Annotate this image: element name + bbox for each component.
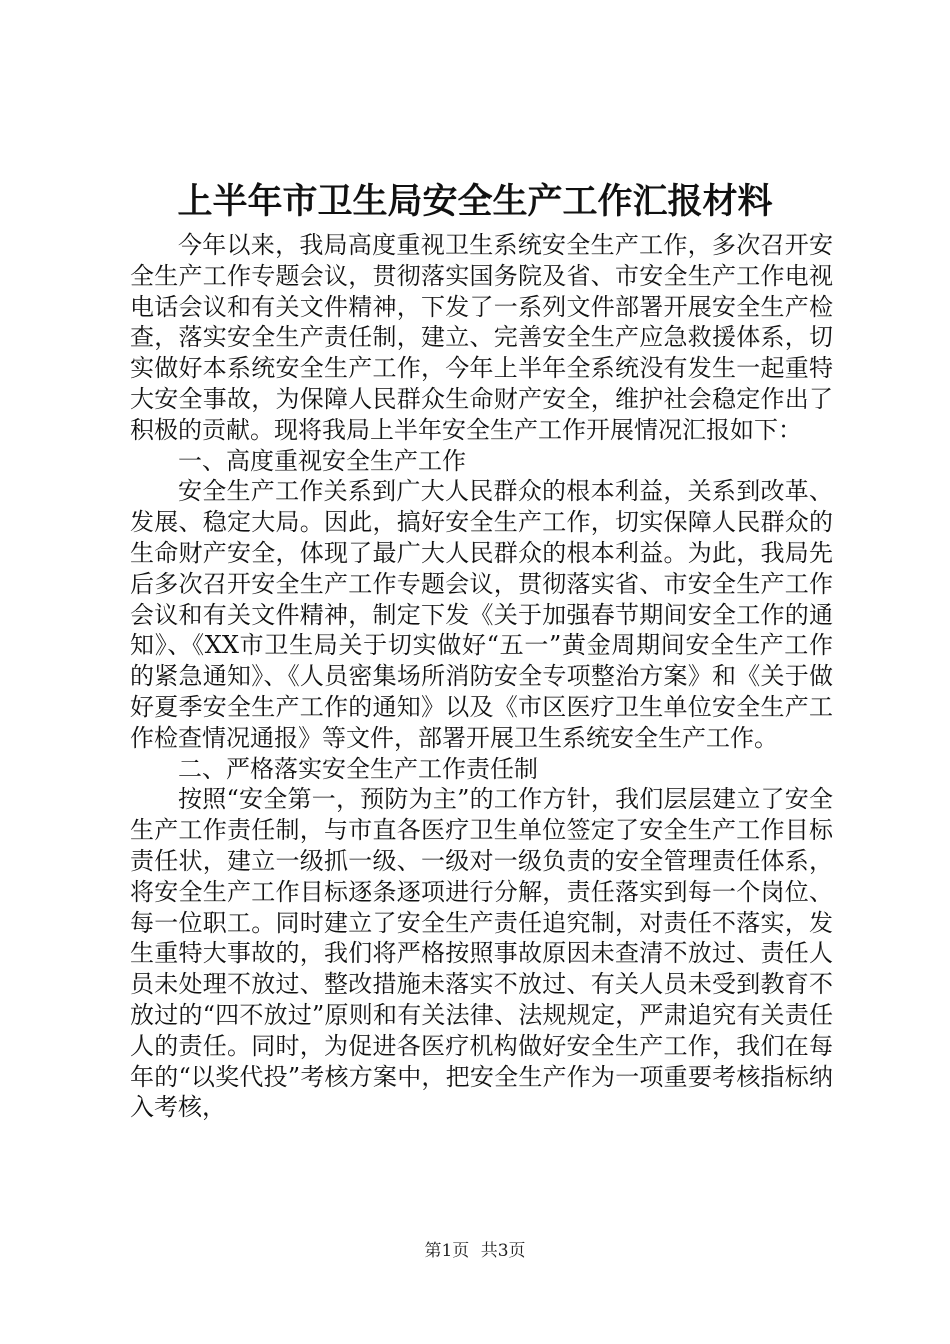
section-1-paragraph: 安全生产工作关系到广大人民群众的根本利益，关系到改革、发展、稳定大局。因此，搞好安全生产工作，切实保障人民群众的生命财产安全，体现了最广大人民群众的根本利益。为此，我局先后多次召开安全生产工作专题会议，贯彻落实省、市安全生产工作会议和有关文件精神，制定下发《关于加强春节期间安全工作的通知》、《XX市卫生局关于切实做好“五一”黄金周期间安全生产工作的紧急通知》、《人员密集场所消防安全专项整治方案》和《关于做好夏季安全生产工作的通知》以及《市区医疗卫生单位安全生产工作检查情况通报》等文件，部署开展卫生系统安全生产工作。 (130, 477, 833, 752)
document-body (130, 230, 833, 1123)
section-heading-2: 二、严格落实安全生产工作责任制 (178, 754, 538, 783)
page-footer (0, 1240, 950, 1262)
page-number: 第1页 (424, 1241, 470, 1261)
section-2-paragraph: 按照“安全第一，预防为主”的工作方针，我们层层建立了安全生产工作责任制，与市直各医疗卫生单位签定了安全生产工作目标责任状，建立一级抓一级、一级对一级负责的安全管理责任体系，将安全生产工作目标逐条逐项进行分解，责任落实到每一个岗位、每一位职工。同时建立了安全生产责任追究制，对责任不落实，发生重特大事故的，我们将严格按照事故原因未查清不放过、责任人员未处理不放过、整改措施未落实不放过、有关人员未受到教育不放过的“四不放过”原则和有关法律、法规规定，严肃追究有关责任人的责任。同时，为促进各医疗机构做好安全生产工作，我们在每年的“以奖代投”考核方案中，把安全生产作为一项重要考核指标纳入考核， (130, 785, 833, 1122)
document-title: 上半年市卫生局安全生产工作汇报材料 (177, 181, 773, 222)
intro-paragraph: 今年以来，我局高度重视卫生系统安全生产工作，多次召开安全生产工作专题会议，贯彻落实国务院及省、市安全生产工作电视电话会议和有关文件精神，下发了一系列文件部署开展安全生产检查，落实安全生产责任制，建立、完善安全生产应急救援体系，切实做好本系统安全生产工作，今年上半年全系统没有发生一起重特大安全事故，为保障人民群众生命财产安全，维护社会稳定作出了积极的贡献。现将我局上半年安全生产工作开展情况汇报如下： (130, 231, 833, 444)
page-total: 共3页 (480, 1241, 526, 1261)
section-heading-1: 一、高度重视安全生产工作 (178, 446, 466, 475)
